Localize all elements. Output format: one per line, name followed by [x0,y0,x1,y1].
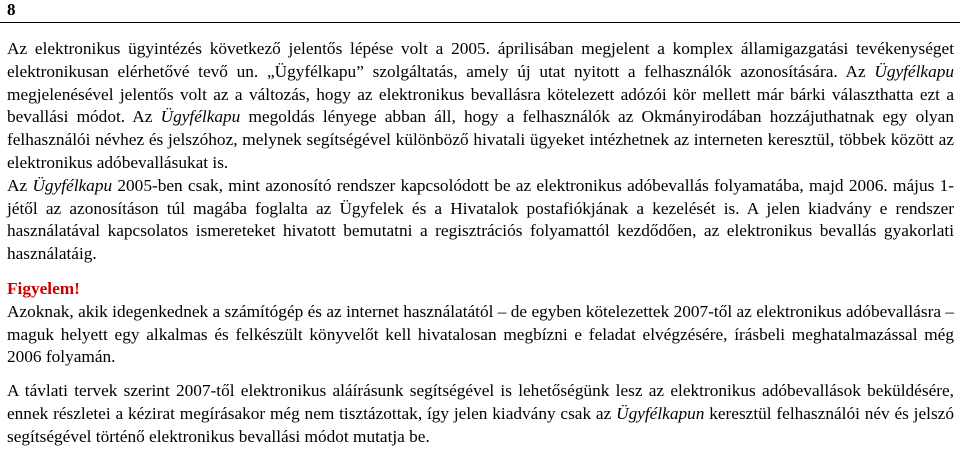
italic-term: Ügyfélkapu [160,107,241,127]
paragraph-ugyfelkapu-intro [7,38,954,175]
paragraph-text: A távlati tervek szerint 2007-től elektronikus aláírásunk segítségével is lehetőségünk lesz az elektronikus adóbevallások beküldésére, ennek részletei a kézirat megírásakor még nem tisztázottak, így jelen kiadvány csak az [7,381,954,423]
paragraph-text: megjelenésével jelentős volt az a változás, hogy az elektronikus bevallásra kötelezett adózói kör mellett már bárki választhatta ezt a bevallási módot. Az [7,84,954,127]
italic-term: Ügyfélkapu [32,175,113,195]
paragraph-warning: Azoknak, akik idegenkednek a számítógép és az internet használatától – de egyben kötelezettek 2007-től az elektronikus adóbevallásra – maguk helyett egy alkalmas és felkészült könyvelőt kell hivatalosan megbízni e feladat elvégzésére, írásbeli meghatalmazással még 2006 folyamán. [7,301,954,367]
warning-heading: Figyelem! [7,278,80,298]
header-rule [0,22,960,23]
page-number: 8 [7,0,16,19]
italic-term: Ügyfélkapu [874,61,954,81]
paragraph-text: megoldás lényege abban áll, hogy a felhasználók az Okmányirodában hozzájuthatnak egy olyan felhasználói névhez és jelszóhoz, melynek segítségével különböző hivatali ügyeket intézhetnek az interneten keresztül, többek között az elektronikus adóbevallásukat is. [7,107,954,172]
document-body [7,38,954,449]
paragraph-text: 2005-ben csak, mint azonosító rendszer kapcsolódott be az elektronikus adóbevallás folyamatába, majd 2006. május 1-jétől az azonosításon túl magába foglalta az Ügyfelek és a Hivatalok postafiókjának a kezelését is. A jelen kiadvány e rendszer használatával kapcsolatos ismereteket hivatott bemutatni a regisztrációs folyamattól kezdődően, az elektronikus bevallás gyakorlati használatáig. [7,175,954,264]
paragraph-text: Az [7,175,33,195]
paragraph-text: Az elektronikus ügyintézés következő jelentős lépése volt a 2005. áprilisában megjelent a komplex államigazgatási tevékenységet elektronikusan elérhetővé tevő un. „Ügyfélkapu” szolgáltatás, amely új utat nyitott a felhasználók azonosítására. Az [7,39,954,81]
paragraph-text: keresztül felhasználói név és jelszó segítségével történő elektronikus bevallási módot mutatja be. [7,403,954,446]
paragraph-ugyfelkapu-2005 [7,175,954,266]
paragraph-future-plans [7,380,954,448]
italic-term: Ügyfélkapun [616,403,705,423]
